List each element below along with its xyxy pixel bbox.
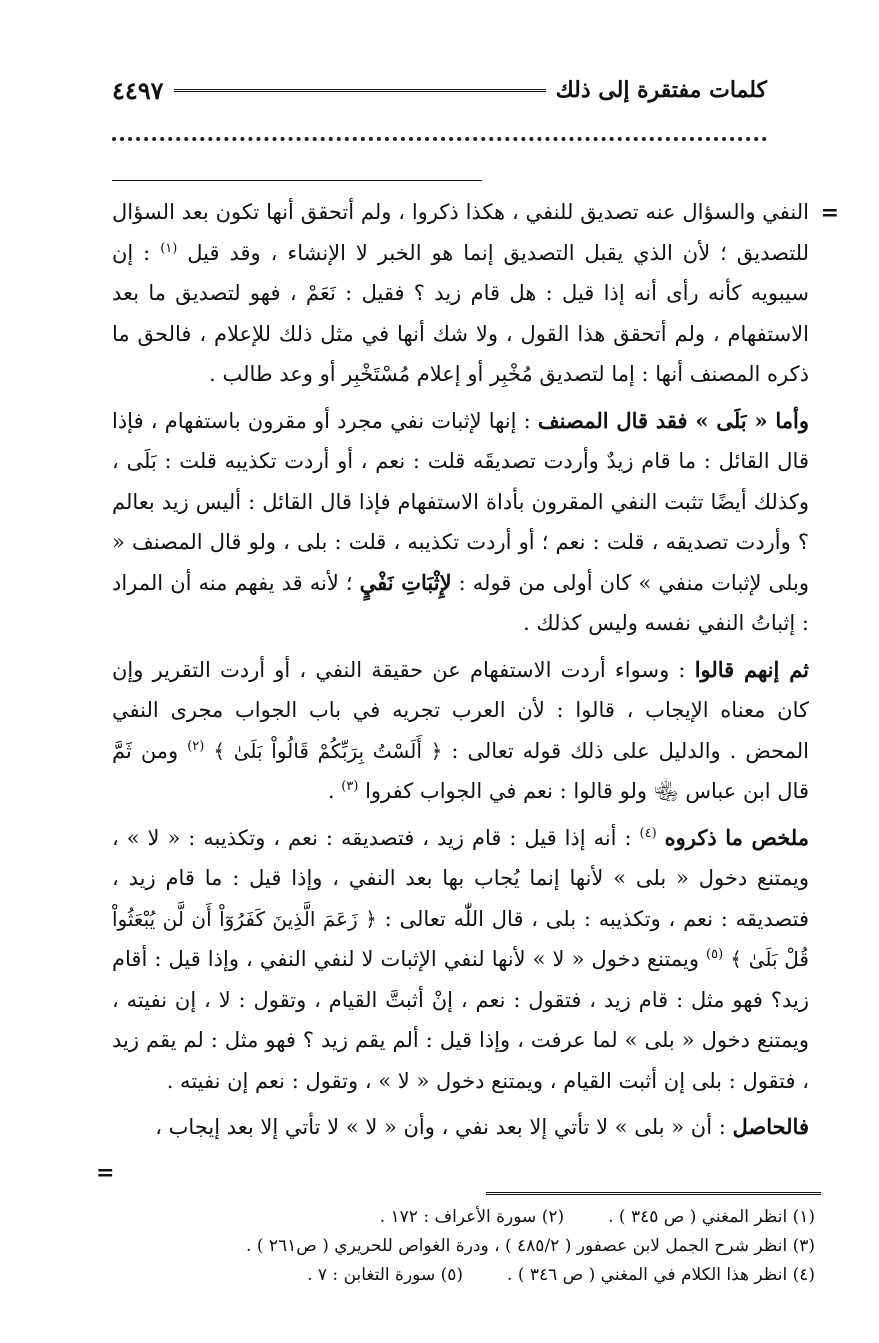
running-header — [112, 70, 767, 110]
paragraph — [112, 401, 809, 644]
footnote-row — [112, 1203, 815, 1232]
continues-to-marker: = — [96, 1160, 115, 1186]
bold-phrase: لإِثْبَاتِ نَفْيٍ — [359, 569, 452, 595]
continued-from-marker: = — [820, 200, 839, 226]
paragraph-lead: فالحاصل — [732, 1114, 809, 1139]
page-number: ٤٤٩٧ — [112, 75, 164, 105]
text-run — [204, 739, 213, 763]
footnote-ref: (٥) — [706, 947, 724, 962]
footnote-row — [112, 1261, 815, 1290]
footnote-5: (٥) سورة التغابن : ٧ . — [307, 1265, 464, 1285]
paragraph — [112, 192, 809, 395]
text-run: ؛ لأنه قد يفهم منه أن المراد : إثباتُ النفي نفسه وليس كذلك . — [112, 570, 809, 635]
dotted-separator — [112, 137, 767, 141]
footnote-1: (١) انظر المغني ( ص ٣٤٥ ) . — [608, 1207, 815, 1227]
quran-verse: ﴿ زَعَمَ الَّذِينَ كَفَرُوٓاْ أَن لَّن يُبْعَثُواْ قُلْ بَلَىٰ ﴾ — [112, 906, 809, 971]
footnote-ref: (٤) — [639, 825, 657, 841]
paragraph-lead: ملخص ما ذكروه — [664, 824, 809, 850]
text-run: : وسواء أردت الاستفهام عن حقيقة النفي ، أو أردت التقرير وإن كان معناه الإيجاب ، قالوا : لأن العرب تجريه في باب الجواب مجرى النفي المحض . والدليل على ذلك قوله تعالى : — [112, 657, 809, 763]
main-text — [112, 192, 809, 1154]
quran-verse: ﴿ أَلَسْتُ بِرَبِّكُمْ قَالُواْ بَلَىٰ ﴾ — [213, 738, 443, 763]
text-run: : إن سيبويه كأنه رأى أنه إذا قيل : هل قام زيد ؟ فقيل : نَعَمْ ، فهو لتصديق ما بعد الاستفهام ، ولم أتحقق هذا القول ، ولا شك أنها في مثل ذلك للإعلام ، فالحق ما ذكره المصنف أنها : إما لتصديق مُخْبِر أو إعلام مُسْتَخْبِر أو وعد طالب . — [112, 240, 809, 386]
header-rule — [174, 89, 546, 92]
footnotes — [112, 1203, 815, 1290]
text-run: النفي والسؤال عنه تصديق للنفي ، هكذا ذكروا ، ولم أتحقق أنها تكون بعد السؤال للتصديق ؛ لأن الذي يقبل التصديق إنما هو الخبر لا الإنشاء ، وقد قيل — [112, 200, 810, 265]
text-run: ومن ثَمَّ قال ابن عباس ﵄ ولو قالوا : نعم في الجواب كفروا — [112, 738, 809, 803]
text-run: . — [327, 779, 342, 803]
paragraph — [112, 1107, 809, 1148]
text-run: : إنها لإثبات نفي مجرد أو مقرون باستفهام ، فإذا قال القائل : ما قام زيدٌ وأردت تصديقَه قلت : نعم ، أو أردت تكذيبه قلت : بَلَى ، وكذلك أيضًا تثبت النفي المقرون بأداة الاستفهام فإذا قال القائل : أليس زيد بعالم ؟ وأردت تصديقه ، قلت : نعم ؛ أو أردت تكذيبه ، قلت : بلى ، ولو قال المصنف « وبلى لإثبات منفي » كان أولى من قوله : — [112, 408, 809, 595]
paragraph-lead: ثم إنهم قالوا — [694, 656, 810, 682]
continuation-rule — [112, 180, 482, 181]
text-run: ويمتنع دخول « لا » لأنها لنفي الإثبات لا لنفي النفي ، وإذا قيل : أقام زيد؟ فهو مثل : قام زيد ، فتقول : نعم ، إنْ أثبتَّ القيام ، وتقول : لا ، إن نفيته ، ويمتنع دخول « بلى » لما عرفت ، وإذا قيل : ألم يقم زيد ؟ فهو مثل : لم يقم زيد ، فتقول : بلى إن أثبت القيام ، ويمتنع دخول « لا » ، وتقول : نعم إن نفيته . — [112, 947, 809, 1093]
footnote-4: (٤) انظر هذا الكلام في المغني ( ص ٣٤٦ ) . — [507, 1265, 815, 1285]
footnote-2: (٢) سورة الأعراف : ١٧٢ . — [379, 1207, 565, 1227]
paragraph — [112, 650, 809, 812]
footnote-row — [112, 1232, 815, 1261]
footnote-ref: (٢) — [187, 738, 205, 754]
footnote-3: (٣) انظر شرح الجمل لابن عصفور ( ٤٨٥/٢ ) ، ودرة الغواص للحريري ( ص٢٦١ ) . — [246, 1236, 815, 1256]
footnote-rule — [486, 1192, 821, 1195]
footnote-ref: (١) — [160, 240, 178, 256]
footnote-ref: (٣) — [341, 779, 359, 794]
text-run — [657, 826, 665, 850]
paragraph-lead: وأما « بَلَى » فقد قال المصنف — [537, 407, 810, 433]
running-title: كلمات مفتقرة إلى ذلك — [555, 77, 767, 103]
text-run: : أن « بلى » لا تأتي إلا بعد نفي ، وأن « لا » لا تأتي إلا بعد إيجاب ، — [155, 1115, 733, 1139]
text-run: : أنه إذا قيل : قام زيد ، فتصديقه : نعم ، وتكذيبه : « لا » ، ويمتنع دخول « بلى » لأنها إنما يُجاب بها بعد النفي ، وإذا قيل : ما قام زيد ، فتصديقه : نعم ، وتكذيبه : بلى ، قال اللّٰه تعالى : — [112, 825, 809, 931]
paragraph — [112, 818, 809, 1102]
